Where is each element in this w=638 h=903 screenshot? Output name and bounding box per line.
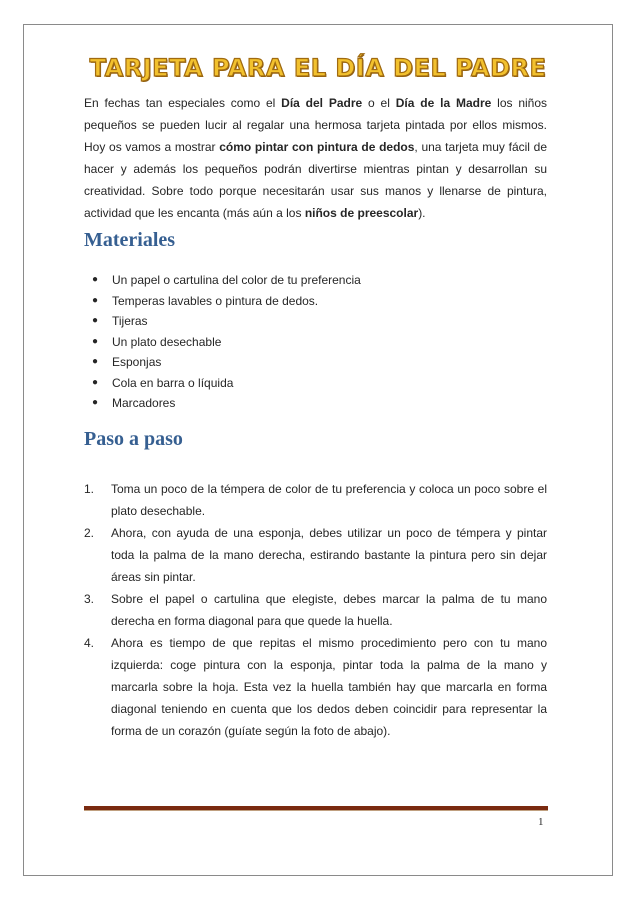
- step-item: [84, 632, 547, 742]
- intro-bold-preescolar: niños de preescolar: [304, 206, 419, 220]
- material-text: Un plato desechable: [112, 334, 222, 349]
- materials-list: [84, 270, 547, 414]
- intro-text-5: ).: [418, 206, 426, 220]
- step-number: 3.: [84, 592, 95, 606]
- bullet-icon: ●: [92, 294, 99, 306]
- material-text: Un papel o cartulina del color de tu preferencia: [112, 273, 361, 287]
- page-number: 1: [538, 816, 544, 828]
- intro-text-1: En fechas tan especiales como el: [84, 96, 282, 110]
- bullet-icon: ●: [92, 315, 99, 326]
- intro-bold-dia-padre: Día del Padre: [281, 96, 363, 110]
- bullet-icon: ●: [92, 274, 99, 285]
- list-item: [84, 270, 547, 291]
- page-title: TARJETA PARA EL DÍA DEL PADRE: [89, 54, 547, 83]
- step-number: 4.: [84, 636, 95, 650]
- material-text: Marcadores: [112, 396, 176, 410]
- step-item: [84, 588, 547, 632]
- list-item: [84, 332, 547, 353]
- intro-bold-dia-madre: Día de la Madre: [395, 96, 492, 110]
- intro-paragraph: [84, 92, 547, 224]
- list-item: [84, 311, 547, 332]
- material-text: Tijeras: [112, 314, 148, 328]
- bullet-icon: ●: [92, 356, 99, 367]
- list-item: [84, 393, 547, 414]
- footer-divider: [84, 806, 548, 811]
- bullet-icon: ●: [92, 335, 99, 347]
- step-text: Toma un poco de la témpera de color de tu preferencia y coloca un poco sobre el plato desechable.: [111, 482, 547, 518]
- intro-text-3: los niños pequeños se pueden lucir al regalar una hermosa tarjeta pintada por ellos mismos. Hoy os vamos a mostrar: [84, 96, 548, 154]
- bullet-icon: ●: [92, 376, 99, 388]
- materials-heading: Materiales: [84, 229, 176, 251]
- step-number: 1.: [84, 482, 95, 496]
- list-item: [84, 291, 547, 312]
- intro-bold-pintura-dedos: cómo pintar con pintura de dedos: [219, 140, 415, 154]
- step-item: [84, 522, 547, 588]
- material-text: Temperas lavables o pintura de dedos.: [112, 293, 319, 308]
- step-text: Ahora es tiempo de que repitas el mismo procedimiento pero con tu mano izquierda: coge pintura con la esponja, pintar toda la palma de la mano y marcarla sobre la hoja. Esta vez la huella también hay que marcarla en forma diagonal teniendo en cuenta que los dedos deben coincidir para representar la forma de un corazón (guíate según la foto de abajo).: [111, 636, 547, 738]
- steps-list: [84, 478, 547, 742]
- material-text: Esponjas: [112, 355, 162, 369]
- step-number: 2.: [84, 526, 95, 540]
- list-item: [84, 373, 547, 394]
- bullet-icon: ●: [92, 397, 99, 408]
- list-item: [84, 352, 547, 373]
- step-item: [84, 478, 547, 522]
- steps-heading: Paso a paso: [84, 428, 183, 450]
- material-text: Cola en barra o líquida: [112, 375, 234, 390]
- intro-text-4: , una tarjeta muy fácil de hacer y además los pequeños podrán divertirse mientras pintan y desarrollan su creatividad. Sobre todo porque necesitarán usar sus manos y llenarse de pintura, actividad que les encanta (más aún a los: [84, 140, 548, 220]
- step-text: Sobre el papel o cartulina que elegiste, debes marcar la palma de tu mano derecha en forma diagonal para que quede la huella.: [111, 592, 547, 628]
- step-text: Ahora, con ayuda de una esponja, debes utilizar un poco de témpera y pintar toda la palma de la mano derecha, estirando bastante la pintura pero sin dejar áreas sin pintar.: [111, 526, 547, 584]
- intro-text-2: o el: [362, 96, 396, 110]
